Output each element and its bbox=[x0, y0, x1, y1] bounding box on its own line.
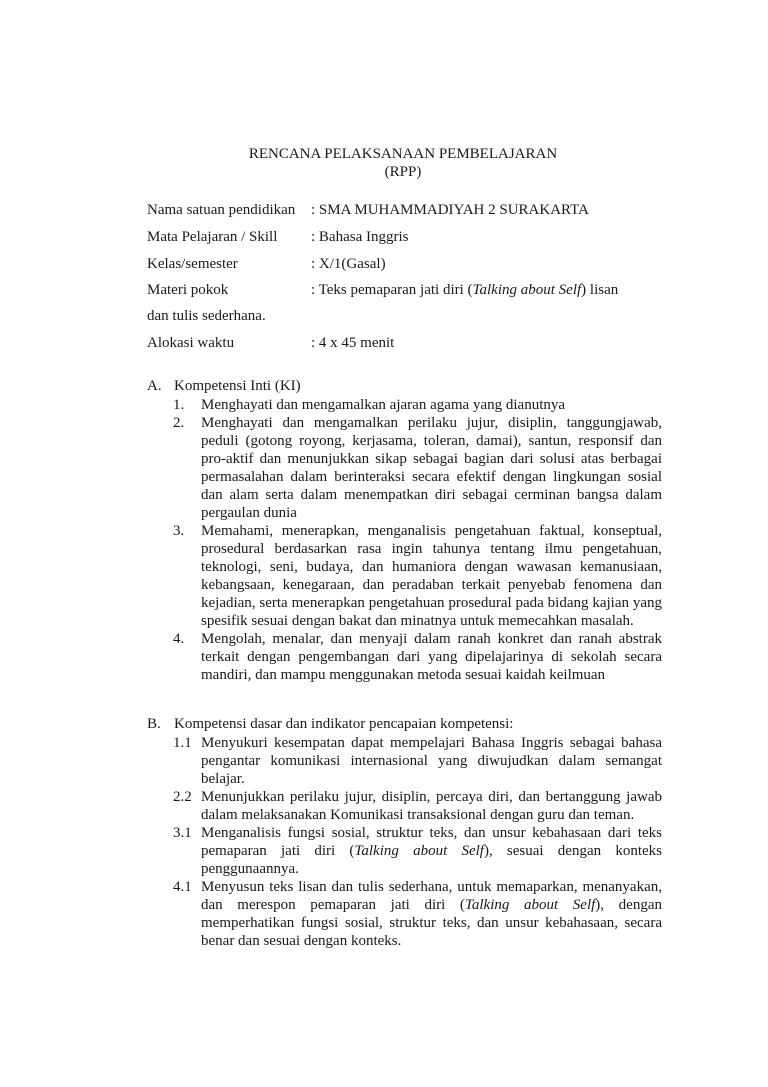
item-number: 2.2 bbox=[173, 789, 192, 805]
identity-label: Alokasi waktu bbox=[147, 335, 235, 351]
identity-value: : 4 x 45 menit bbox=[311, 335, 395, 351]
list-item bbox=[147, 414, 662, 522]
item-number: 2. bbox=[173, 415, 185, 431]
list-item bbox=[147, 630, 662, 684]
list-item bbox=[147, 824, 662, 878]
item-number: 1.1 bbox=[173, 735, 192, 751]
item-text: Memahami, menerapkan, menganalisis pengetahuan faktual, konseptual, prosedural berdasarkan rasa ingin tahunya tentang ilmu pengetahuan, teknologi, seni, budaya, dan humaniora dengan wawasan kemanusiaan, kebangsaan, kenegaraan, dan peradaban terkait penyebab fenomena dan kejadian, serta menerapkan pengetahuan prosedural pada bidang kajian yang spesifik sesuai dengan bakat dan minatnya untuk memecahkan masalah. bbox=[201, 523, 662, 629]
list-item bbox=[147, 396, 662, 414]
identity-label: Materi pokok bbox=[147, 282, 229, 298]
list-item bbox=[147, 788, 662, 824]
list-item bbox=[147, 734, 662, 788]
item-text: Menunjukkan perilaku jujur, disiplin, percaya diri, dan bertanggung jawab dalam melaksanakan Komunikasi transaksional dengan guru dan teman. bbox=[201, 789, 662, 823]
identity-value: : X/1(Gasal) bbox=[311, 256, 386, 272]
item-number: 3.1 bbox=[173, 825, 192, 841]
item-text: Menghayati dan mengamalkan ajaran agama yang dianutnya bbox=[201, 397, 566, 413]
identity-material-continuation: dan tulis sederhana. bbox=[147, 308, 266, 324]
item-text: Menyukuri kesempatan dapat mempelajari Bahasa Inggris sebagai bahasa pengantar komunikasi internasional yang diwujudkan dalam semangat belajar. bbox=[201, 735, 662, 787]
item-number: 4. bbox=[173, 631, 185, 647]
item-number: 4.1 bbox=[173, 879, 192, 895]
identity-value: : Bahasa Inggris bbox=[311, 229, 409, 245]
identity-value: : Teks pemaparan jati diri (Talking about Self) lisan bbox=[311, 282, 619, 298]
item-text: Menganalisis fungsi sosial, struktur teks, dan unsur kebahasaan dari teks pemaparan jati diri (Talking about Self), sesuai dengan konteks penggunaannya. bbox=[201, 825, 662, 877]
section-marker: B. bbox=[147, 716, 161, 732]
item-text: Menghayati dan mengamalkan perilaku jujur, disiplin, tanggungjawab, peduli (gotong royong, kerjasama, toleran, damai), santun, responsif dan pro-aktif dan menunjukkan sikap sebagai bagian dari solusi atas berbagai permasalahan dalam berinteraksi secara efektif dengan lingkungan sosial dan alam serta dalam menempatkan diri sebagai cerminan bangsa dalam pergaulan dunia bbox=[201, 415, 662, 521]
section-heading: B. Kompetensi dasar dan indikator pencapaian kompetensi: bbox=[147, 716, 514, 732]
section-kompetensi-inti bbox=[147, 377, 662, 684]
identity-label: Mata Pelajaran / Skill bbox=[147, 229, 278, 245]
identity-value: : SMA MUHAMMADIYAH 2 SURAKARTA bbox=[311, 202, 589, 218]
section-kompetensi-dasar bbox=[147, 715, 662, 950]
section-heading: A. Kompetensi Inti (KI) bbox=[147, 378, 301, 394]
item-text: Mengolah, menalar, dan menyaji dalam ranah konkret dan ranah abstrak terkait dengan pengembangan dari yang dipelajarinya di sekolah secara mandiri, dan mampu menggunakan metoda sesuai kaidah keilmuan bbox=[201, 631, 662, 683]
document-subtitle: (RPP) bbox=[384, 164, 422, 180]
identity-label: Kelas/semester bbox=[147, 256, 238, 272]
item-number: 3. bbox=[173, 523, 185, 539]
document-title: RENCANA PELAKSANAAN PEMBELAJARAN bbox=[248, 146, 558, 162]
section-marker: A. bbox=[147, 378, 162, 394]
item-text: Menyusun teks lisan dan tulis sederhana, untuk memaparkan, menanyakan, dan merespon pemaparan jati diri (Talking about Self), dengan memperhatikan fungsi sosial, struktur teks, dan unsur kebahasaan, secara benar dan sesuai dengan konteks. bbox=[201, 879, 662, 949]
identity-label: Nama satuan pendidikan bbox=[147, 202, 296, 218]
list-item bbox=[147, 522, 662, 630]
item-number: 1. bbox=[173, 397, 185, 413]
list-item bbox=[147, 878, 662, 950]
